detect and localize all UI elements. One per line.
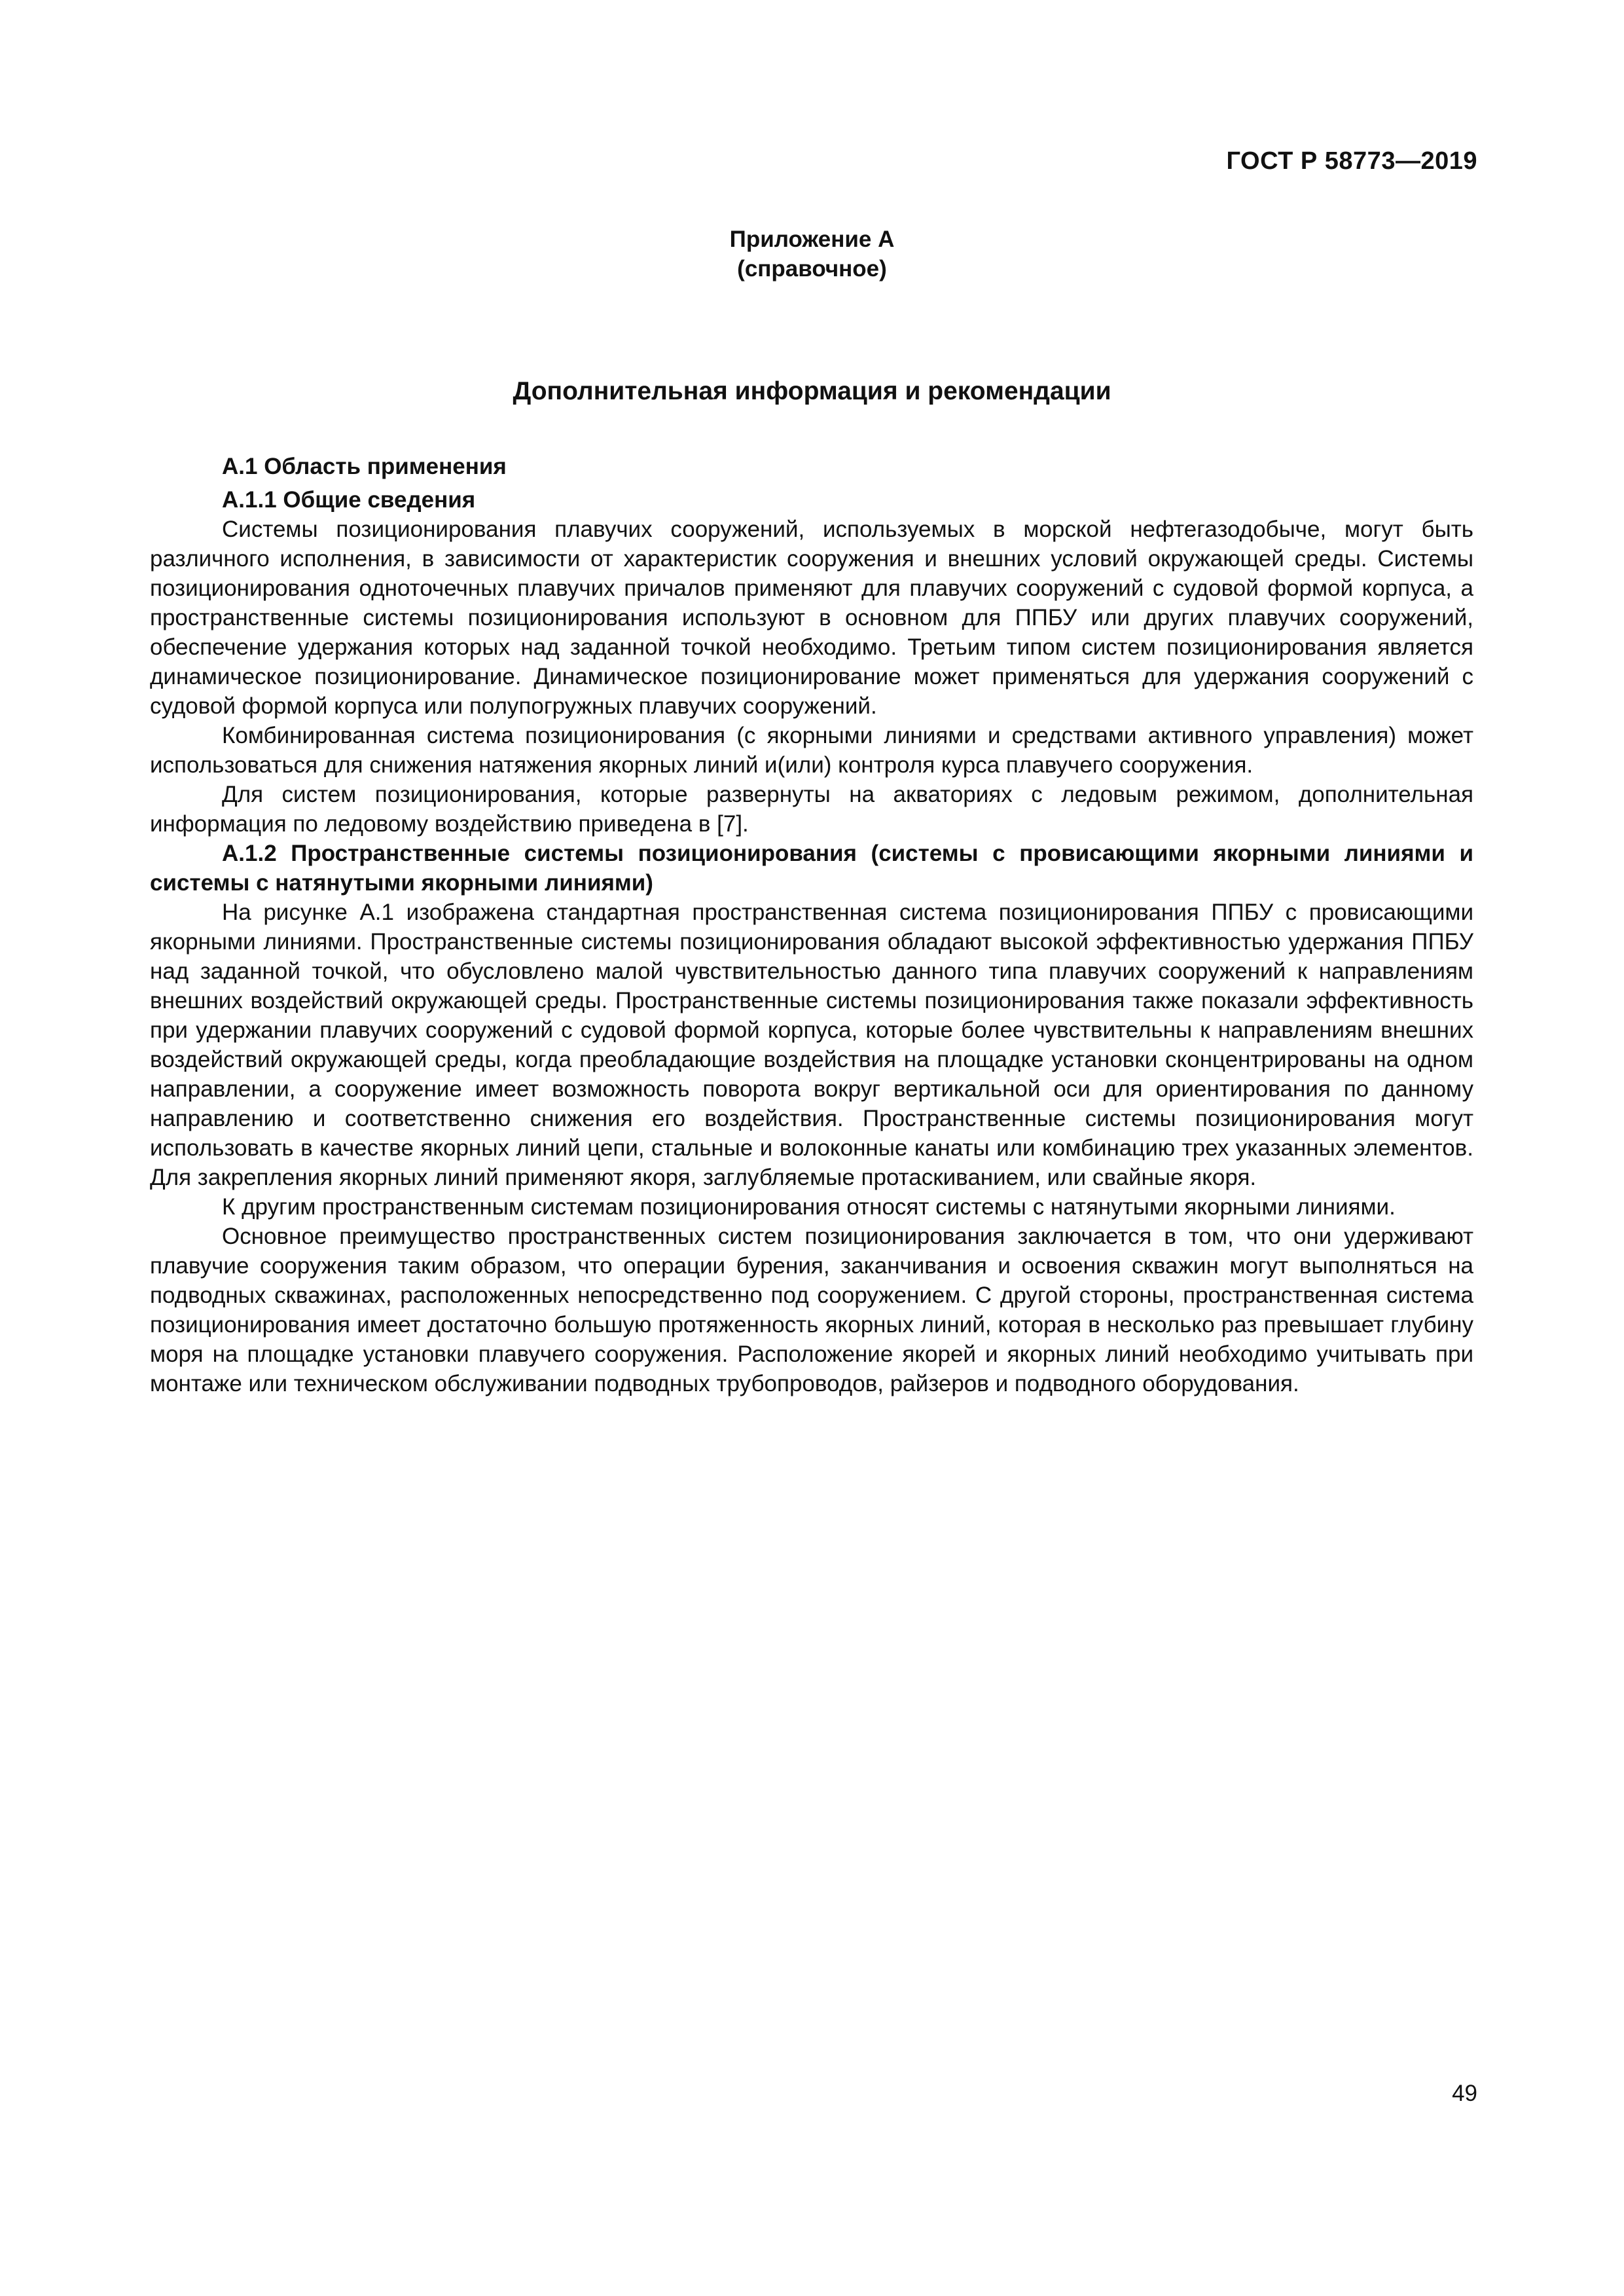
page-number: 49 [1452, 2081, 1477, 2106]
appendix-title: Приложение А [729, 227, 895, 252]
paragraph: Комбинированная система позиционирования (с якорными линиями и средствами активного управления) может использоваться для снижения натяжения якорных линий и(или) контроля курса плавучего сооружения. [150, 723, 1473, 778]
section-heading-a1: А.1 Область применения [222, 454, 507, 479]
document-title: Дополнительная информация и рекомендации [513, 377, 1111, 405]
appendix-subtitle: (справочное) [737, 256, 887, 282]
paragraph: Системы позиционирования плавучих сооружений, используемых в морской нефтегазодобыче, могут быть различного исполнения, в зависимости от характеристик сооружения и внешних условий окружающей среды. Системы позиционирования одноточечных плавучих причалов применяют для плавучих сооружений с судовой формой корпуса, а пространственные системы позиционирования используют в основном для ППБУ или других плавучих сооружений, обеспечение удержания которых над заданной точкой необходимо. Третьим типом систем позиционирования является динамическое позиционирование. Динамическое позиционирование может применяться для удержания сооружений с судовой формой корпуса или полупогружных плавучих сооружений. [150, 517, 1473, 719]
paragraph: К другим пространственным системам позиционирования относят системы с натянутыми якорными линиями. [222, 1194, 1396, 1220]
paragraph: Для систем позиционирования, которые развернуты на акваториях с ледовым режимом, дополнительная информация по ледовому воздействию приведена в [7]. [150, 782, 1473, 837]
document-body [150, 452, 1473, 1398]
standard-designation: ГОСТ Р 58773—2019 [1226, 147, 1477, 175]
paragraph: На рисунке А.1 изображена стандартная пространственная система позиционирования ППБУ с провисающими якорными линиями. Пространственные системы позиционирования обладают высокой эффективностью удержания ППБУ над заданной точкой, что обусловлено малой чувствительностью данного типа плавучих сооружений к направлениям внешних воздействий окружающей среды. Пространственные системы позиционирования также показали эффективность при удержании плавучих сооружений с судовой формой корпуса, которые более чувствительны к направлениям внешних воздействий окружающей среды, когда преобладающие воздействия на площадке установки сконцентрированы на одном направлении, а сооружение имеет возможность поворота вокруг вертикальной оси для ориентирования по данному направлению и соответственно снижения его воздействия. Пространственные системы позиционирования могут использовать в качестве якорных линий цепи, стальные и волоконные канаты или комбинацию трех указанных элементов. Для закрепления якорных линий применяют якоря, заглубляемые протаскиванием, или свайные якоря. [150, 900, 1473, 1190]
paragraph: Основное преимущество пространственных систем позиционирования заключается в том, что они удерживают плавучие сооружения таким образом, что операции бурения, заканчивания и освоения скважин могут выполняться на подводных скважинах, расположенных непосредственно под сооружением. С другой стороны, пространственная система позиционирования имеет достаточно большую протяженность якорных линий, которая в несколько раз превышает глубину моря на площадке установки плавучего сооружения. Расположение якорей и якорных линий необходимо учитывать при монтаже или техническом обслуживании подводных трубопроводов, райзеров и подводного оборудования. [150, 1224, 1473, 1396]
appendix-heading [0, 225, 1624, 283]
section-heading-a12: А.1.2 Пространственные системы позиционирования (системы с провисающими якорными линиями и системы с натянутыми якорными линиями) [150, 841, 1473, 896]
section-heading-a11: А.1.1 Общие сведения [222, 487, 476, 513]
